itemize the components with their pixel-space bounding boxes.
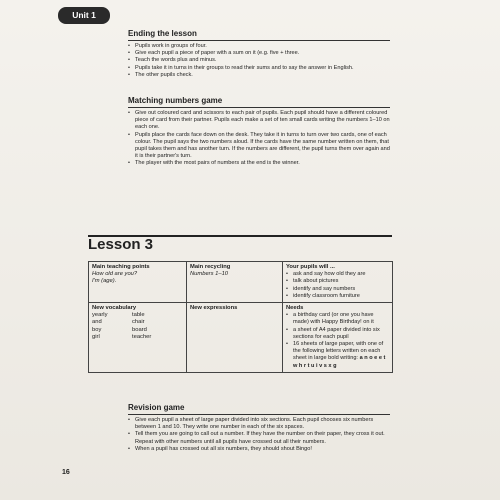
section-heading: Revision game bbox=[128, 403, 185, 412]
cell-heading: New vocabulary bbox=[92, 305, 137, 312]
unit-badge: Unit 1 bbox=[58, 7, 110, 24]
list-item: • Tell them you are going to call out a number. If they have the number on their paper, they cross it out. Repeat with other numbers until all pupils have crossed out all their numbers. bbox=[128, 431, 390, 445]
vocab-word: teacher bbox=[132, 333, 152, 340]
list-item: • ask and say how old they are bbox=[286, 271, 389, 278]
list-item: • The player with the most pairs of numbers at the end is the winner. bbox=[128, 160, 390, 167]
bullet-list bbox=[286, 312, 389, 370]
page-number: 16 bbox=[62, 469, 70, 476]
bullet-list bbox=[128, 43, 390, 79]
recycling-cell bbox=[187, 262, 283, 303]
vocabulary-list bbox=[92, 312, 183, 341]
bullet-list bbox=[128, 417, 390, 453]
section-heading: Matching numbers game bbox=[128, 96, 223, 105]
vocab-word: table bbox=[132, 312, 145, 319]
list-item: • Pupils take it in turns in their groups to read their sums and to say the answer in English. bbox=[128, 65, 390, 72]
list-item: • The other pupils check. bbox=[128, 72, 390, 79]
vocab-word: boy bbox=[92, 326, 102, 333]
pupils-will-cell bbox=[283, 262, 393, 303]
bullet-list bbox=[286, 271, 389, 300]
lesson-title: Lesson 3 bbox=[88, 236, 154, 253]
vocab-word: chair bbox=[132, 319, 145, 326]
list-item: • Pupils place the cards face down on the desk. They take it in turns to turn over two cards, one of each colour. The pupil says the two numbers aloud. If the cards have the same number written on them, that pupil takes them and has another turn. If the numbers are different, the pupil turns them over again and it is their partner's turn. bbox=[128, 132, 390, 161]
list-item bbox=[286, 341, 389, 370]
expressions-cell bbox=[187, 303, 283, 373]
divider bbox=[128, 40, 390, 41]
list-item: • Pupils work in groups of four. bbox=[128, 43, 390, 50]
cell-heading: Main recycling bbox=[190, 264, 231, 270]
needs-cell bbox=[283, 303, 393, 373]
lesson-overview-table bbox=[88, 261, 393, 373]
bullet-list bbox=[128, 110, 390, 168]
vocab-word: yearly bbox=[92, 312, 108, 319]
cell-heading: Your pupils will ... bbox=[286, 264, 335, 270]
cell-text: I'm (age). bbox=[92, 278, 117, 285]
divider bbox=[128, 107, 390, 108]
cell-text: How old are you? bbox=[92, 271, 138, 278]
cell-heading: Main teaching points bbox=[92, 264, 150, 270]
vocab-word: board bbox=[132, 326, 147, 333]
list-item: • identify classroom furniture bbox=[286, 293, 389, 300]
list-item: • identify and say numbers bbox=[286, 286, 389, 293]
list-item: • When a pupil has crossed out all six numbers, they should shout Bingo! bbox=[128, 446, 390, 453]
list-item: • talk about pictures bbox=[286, 278, 389, 285]
list-item: • Give each pupil a sheet of large paper divided into six sections. Each pupil chooses six numbers between 1 and 10. They write one number in each of the six spaces. bbox=[128, 417, 390, 431]
vocab-word: girl bbox=[92, 333, 100, 340]
letters-list: a n o e e t w h r t u i v s x g bbox=[293, 355, 386, 369]
revision-game-section bbox=[128, 402, 390, 453]
list-item: • a birthday card (or one you have made) with Happy Birthday! on it bbox=[286, 312, 389, 326]
cell-heading: Needs bbox=[286, 305, 304, 312]
teaching-points-cell bbox=[89, 262, 187, 303]
list-item: • Teach the words plus and minus. bbox=[128, 57, 390, 64]
vocabulary-cell bbox=[89, 303, 187, 373]
ending-lesson-section bbox=[128, 28, 390, 79]
section-heading: Ending the lesson bbox=[128, 29, 197, 38]
divider bbox=[128, 414, 390, 415]
list-item: • Give each pupil a piece of paper with a sum on it (e.g. five + three. bbox=[128, 50, 390, 57]
vocab-word: and bbox=[92, 319, 102, 326]
cell-text: Numbers 1–10 bbox=[190, 271, 229, 278]
list-item: • Give out coloured card and scissors to each pair of pupils. Each pupil should have a different coloured piece of card from their partner. Pupils each make a set of ten small cards writing the numbers 1–10 on each one. bbox=[128, 110, 390, 132]
matching-game-section bbox=[128, 95, 390, 168]
list-item-text: 16 sheets of large paper, with one of the following letters written on each sheet in large bold writing: bbox=[293, 341, 384, 362]
cell-heading: New expressions bbox=[190, 305, 238, 312]
list-item: • a sheet of A4 paper divided into six sections for each pupil bbox=[286, 327, 389, 341]
